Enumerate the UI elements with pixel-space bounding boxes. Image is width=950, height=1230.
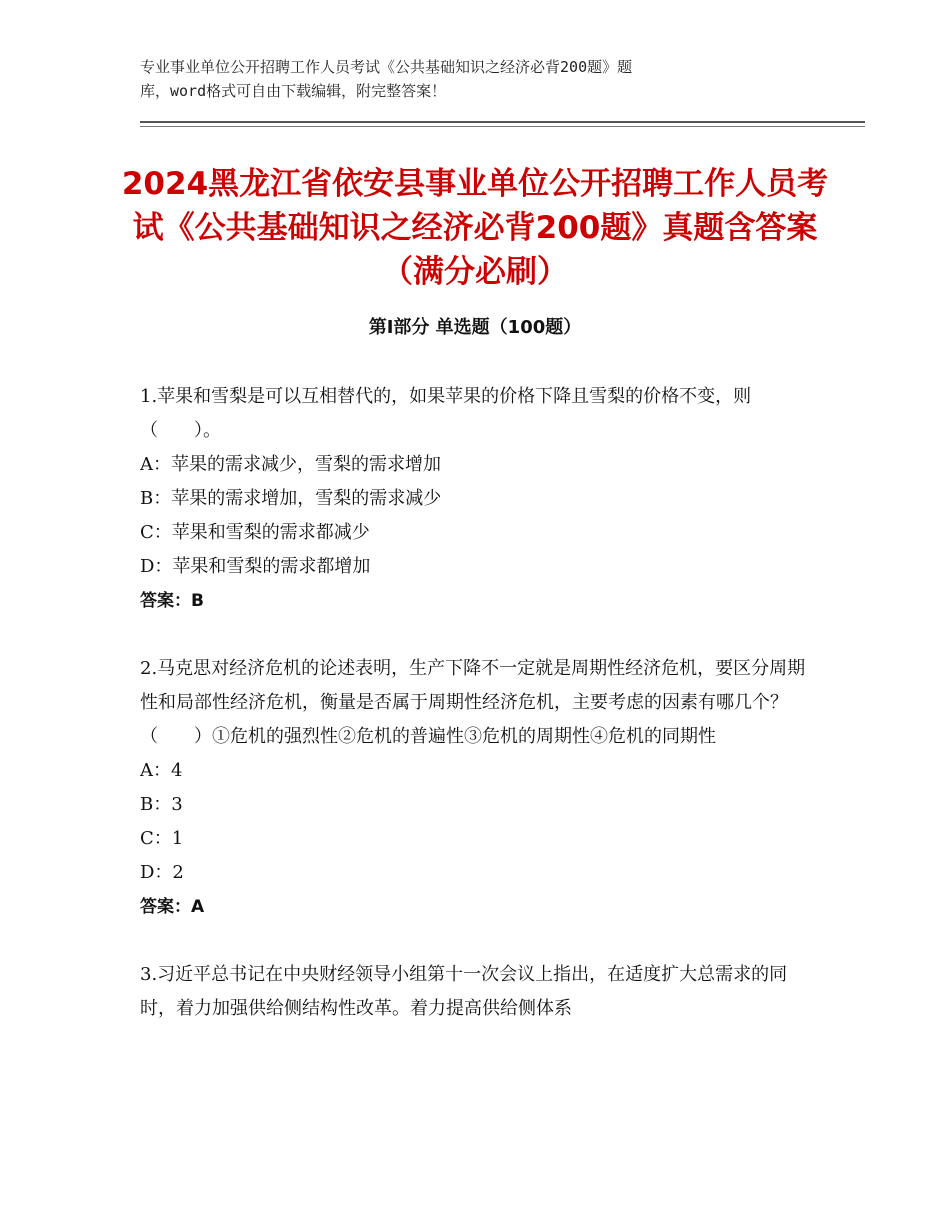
- section-heading: 第Ⅰ部分 单选题（100题）: [368, 317, 582, 338]
- question-text: 2.马克思对经济危机的论述表明，生产下降不一定就是周期性经济危机，要区分周期性和局部性经济危机，衡量是否属于周期性经济危机，主要考虑的因素有哪几个？（ ）①危机的强烈性②危机的普遍性③危机的周期性④危机的同期性: [140, 658, 806, 747]
- header-divider-thin: [140, 126, 865, 127]
- question-text: 3.习近平总书记在中央财经领导小组第十一次会议上指出，在适度扩大总需求的同时，着力加强供给侧结构性改革。着力提高供给侧体系: [140, 964, 788, 1019]
- header-line-2: 库，word格式可自由下载编辑，附完整答案！: [140, 82, 447, 100]
- question-text: 1.苹果和雪梨是可以互相替代的，如果苹果的价格下降且雪梨的价格不变，则（ ）。: [140, 386, 752, 441]
- document-title: 2024黑龙江省依安县事业单位公开招聘工作人员考试《公共基础知识之经济必背200题》真题含答案（满分必刷）: [121, 166, 829, 290]
- header-divider-thick: [140, 121, 865, 123]
- option-a: A：苹果的需求减少，雪梨的需求增加: [140, 454, 441, 475]
- option-c: C：苹果和雪梨的需求都减少: [140, 522, 370, 543]
- option-b: B：3: [140, 794, 183, 815]
- answer: 答案：B: [140, 591, 204, 611]
- option-c: C：1: [140, 828, 184, 849]
- document-header: [140, 55, 780, 103]
- option-d: D：苹果和雪梨的需求都增加: [140, 556, 371, 577]
- question-list: [140, 380, 810, 1026]
- option-a: A：4: [140, 760, 183, 781]
- question-1: [140, 380, 810, 618]
- spacer: [140, 924, 810, 958]
- question-2: [140, 652, 810, 924]
- option-b: B：苹果的需求增加，雪梨的需求减少: [140, 488, 442, 509]
- answer: 答案：A: [140, 897, 205, 917]
- header-line-1: 专业事业单位公开招聘工作人员考试《公共基础知识之经济必背200题》题: [140, 58, 633, 76]
- spacer: [140, 618, 810, 652]
- question-3: [140, 958, 810, 1026]
- option-d: D：2: [140, 862, 184, 883]
